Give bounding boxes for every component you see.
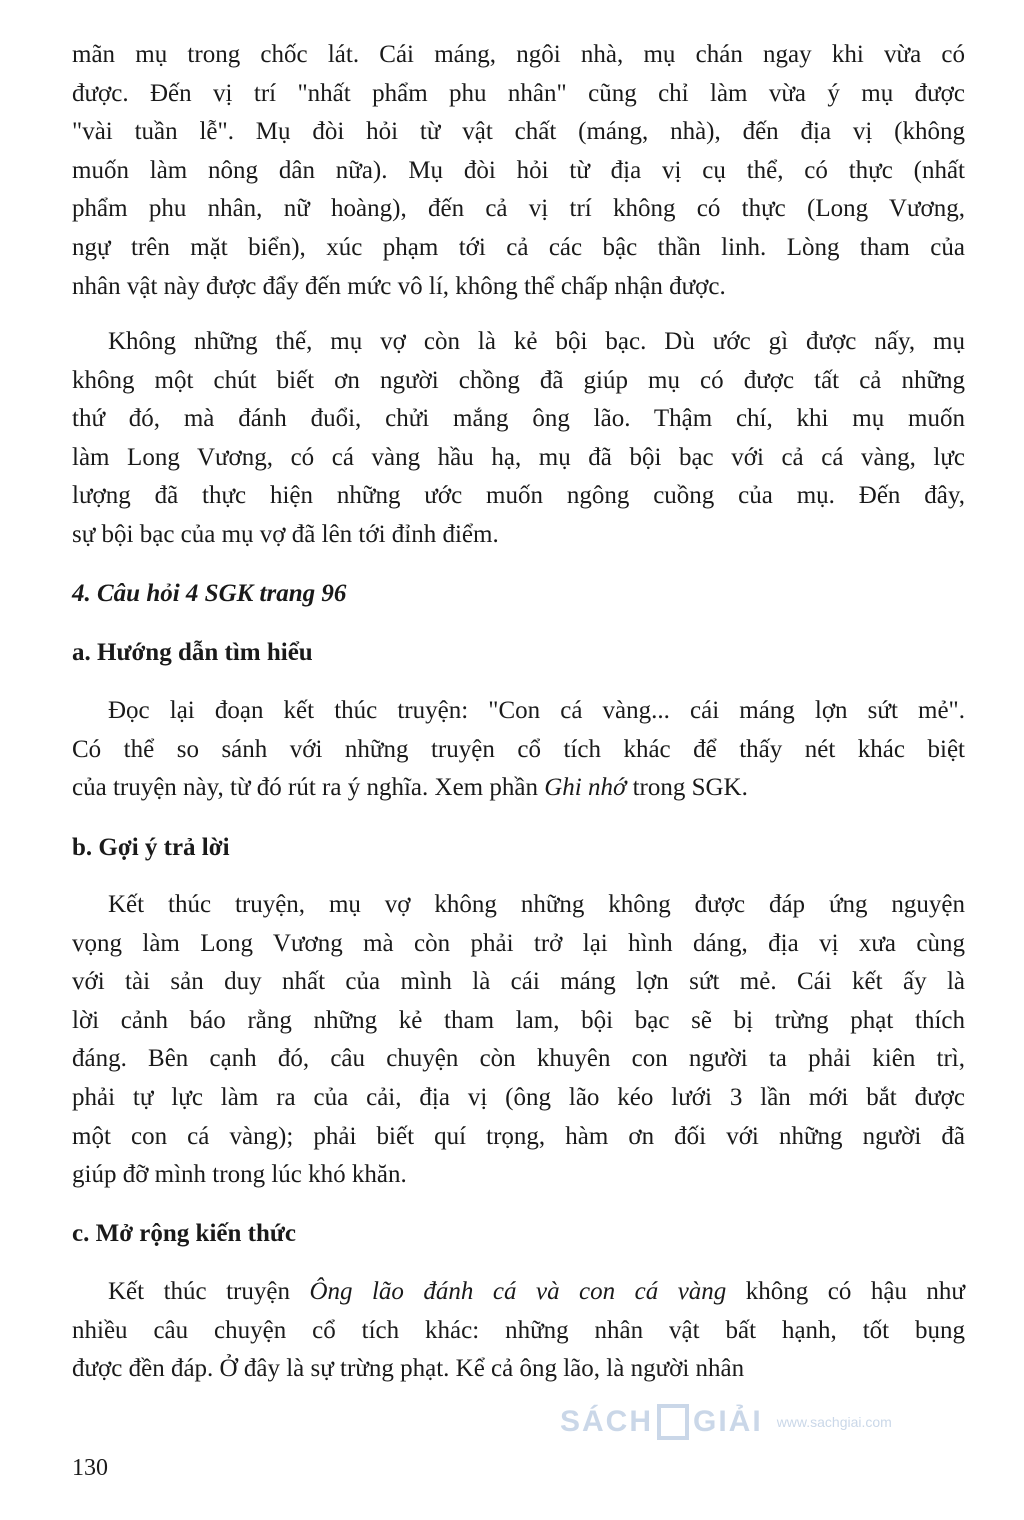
- text-line: [72, 268, 965, 307]
- text-segment: thứ đó, mà đánh đuổi, chửi mắng ông lão. Thậm chí, khi mụ muốn: [72, 405, 965, 433]
- text-segment: được. Đến vị trí "nhất phẩm phu nhân" cũng chỉ làm vừa ý mụ được: [72, 79, 965, 107]
- text-segment: Có thể so sánh với những truyện cổ tích khác để thấy nét khác biệt: [72, 735, 965, 763]
- text-line: [72, 439, 965, 478]
- text-segment: phải tự lực làm ra của cải, địa vị (ông lão kéo lưới 3 lần mới bắt được: [72, 1083, 965, 1111]
- text-line: [72, 229, 965, 268]
- subheading-b: b. Gợi ý trả lời: [72, 834, 230, 861]
- text-line: [72, 769, 965, 808]
- watermark-right: GIẢI: [693, 1405, 763, 1438]
- text-line: [72, 400, 965, 439]
- text-segment: không một chút biết ơn người chồng đã giúp mụ có được tất cả những: [72, 366, 965, 394]
- text-segment: trong SGK.: [626, 774, 748, 802]
- text-line: [72, 692, 965, 731]
- watermark-url: www.sachgiai.com: [776, 1414, 892, 1430]
- text-line: [72, 1273, 965, 1312]
- text-segment: sự bội bạc của mụ vợ đã lên tới đỉnh điểm.: [72, 520, 499, 548]
- text-line: [72, 1040, 965, 1079]
- text-line: [72, 190, 965, 229]
- text-segment: Kết thúc truyện, mụ vợ không những không được đáp ứng nguyện: [108, 891, 965, 918]
- paragraph-2: [72, 323, 965, 555]
- text-line: [72, 1312, 965, 1351]
- text-segment: không có hậu như: [726, 1278, 965, 1305]
- text-segment: ngự trên mặt biển), xúc phạm tới cả các bậc thần linh. Lòng tham của: [72, 233, 965, 261]
- text-line: [72, 1002, 965, 1041]
- text-segment: muốn làm nông dân nữa). Mụ đòi hỏi từ địa vị cụ thể, có thực (nhất: [72, 156, 965, 184]
- subheading-c: c. Mở rộng kiến thức: [72, 1220, 296, 1247]
- text-segment: vọng làm Long Vương mà còn phải trở lại hình dáng, địa vị xưa cùng: [72, 929, 965, 957]
- text-line: [72, 1156, 965, 1195]
- watermark: [560, 1402, 892, 1442]
- text-segment: Không những thế, mụ vợ còn là kẻ bội bạc. Dù ước gì được nấy, mụ: [108, 328, 965, 355]
- text-line: [72, 323, 965, 362]
- text-segment: Đọc lại đoạn kết thúc truyện: "Con cá vàng... cái máng lợn sứt mẻ".: [108, 697, 965, 724]
- paragraph-1: [72, 36, 965, 306]
- text-segment: được đền đáp. Ở đây là sự trừng phạt. Kể cả ông lão, là người nhân: [72, 1355, 745, 1383]
- subheading-a: a. Hướng dẫn tìm hiểu: [72, 639, 313, 666]
- text-line: [72, 152, 965, 191]
- text-segment: lời cảnh báo rằng những kẻ tham lam, bội bạc sẽ bị trừng phạt thích: [72, 1006, 965, 1034]
- text-segment: nhân vật này được đẩy đến mức vô lí, không thể chấp nhận được.: [72, 272, 726, 300]
- text-line: [72, 75, 965, 114]
- text-segment: phẩm phu nhân, nữ hoàng), đến cả vị trí không có thực (Long Vương,: [72, 195, 965, 223]
- text-line: [72, 925, 965, 964]
- text-line: [72, 1118, 965, 1157]
- text-segment: mãn mụ trong chốc lát. Cái máng, ngôi nhà, mụ chán ngay khi vừa có: [72, 41, 965, 68]
- text-line: [72, 1350, 965, 1389]
- text-segment: đáng. Bên cạnh đó, câu chuyện còn khuyên con người ta phải kiên trì,: [72, 1045, 965, 1073]
- paragraph-4: [72, 886, 965, 1195]
- watermark-left: SÁCH: [560, 1405, 654, 1438]
- italic-text: Ông lão đánh cá và con cá vàng: [309, 1278, 727, 1305]
- text-line: [72, 731, 965, 770]
- text-segment: của truyện này, từ đó rút ra ý nghĩa. Xem phần: [72, 774, 545, 802]
- text-segment: với tài sản duy nhất của mình là cái máng lợn sứt mẻ. Cái kết ấy là: [72, 968, 965, 996]
- text-segment: nhiều câu chuyện cổ tích khác: những nhân vật bất hạnh, tốt bụng: [72, 1316, 965, 1344]
- text-segment: lượng đã thực hiện những ước muốn ngông cuồng của mụ. Đến đây,: [72, 482, 965, 510]
- text-segment: giúp đỡ mình trong lúc khó khăn.: [72, 1161, 407, 1189]
- section-heading-question-4: 4. Câu hỏi 4 SGK trang 96: [72, 580, 347, 607]
- text-segment: một con cá vàng); phải biết quí trọng, hàm ơn đối với những người đã: [72, 1122, 965, 1150]
- text-segment: làm Long Vương, có cá vàng hầu hạ, mụ đã bội bạc với cả cá vàng, lực: [72, 443, 965, 471]
- text-segment: "vài tuần lễ". Mụ đòi hỏi từ vật chất (máng, nhà), đến địa vị (không: [72, 118, 965, 146]
- text-line: [72, 362, 965, 401]
- text-line: [72, 963, 965, 1002]
- text-line: [72, 477, 965, 516]
- italic-text: Ghi nhớ: [544, 774, 627, 802]
- text-line: [72, 516, 965, 555]
- paragraph-5: [72, 1273, 965, 1389]
- text-line: [72, 113, 965, 152]
- text-line: [72, 1079, 965, 1118]
- text-line: [72, 886, 965, 925]
- text-line: [72, 36, 965, 75]
- text-segment: Kết thúc truyện: [108, 1278, 310, 1305]
- watermark-logo-icon: [657, 1404, 689, 1440]
- paragraph-3: [72, 692, 965, 808]
- page-number: 130: [72, 1455, 108, 1481]
